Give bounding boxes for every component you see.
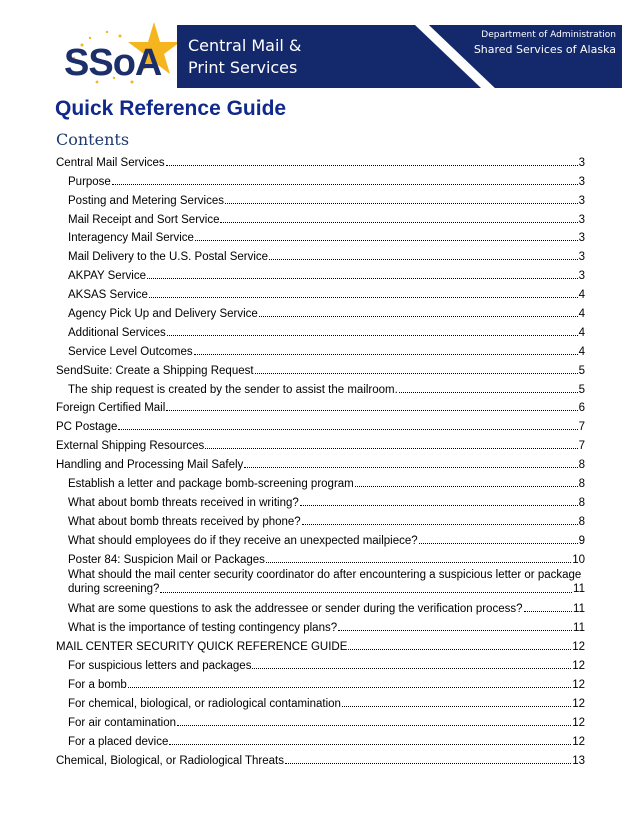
toc-entry-text: Posting and Metering Services	[68, 194, 224, 207]
toc-entry[interactable]	[56, 672, 585, 691]
header-banner	[177, 25, 622, 88]
toc-entry-text: Interagency Mail Service	[68, 232, 194, 245]
toc-entry-text: For a bomb	[68, 679, 127, 692]
toc-entry[interactable]	[56, 615, 585, 634]
toc-entry[interactable]	[56, 528, 585, 547]
toc-page-number: 7	[578, 440, 585, 453]
toc-entry[interactable]	[56, 414, 585, 433]
toc-entry-text: What is the importance of testing contingency plans?	[68, 622, 338, 635]
toc-entry[interactable]	[56, 566, 585, 597]
toc-page-number: 4	[578, 308, 585, 321]
toc-leader	[166, 165, 578, 166]
toc-entry-text: For air contamination	[68, 716, 177, 729]
toc-leader	[195, 240, 578, 241]
toc-entry-text-cont: during screening?	[68, 582, 160, 595]
toc-entry-text: For suspicious letters and packages	[68, 660, 252, 673]
toc-page-number: 6	[578, 402, 585, 415]
app-title-line1: Central Mail &	[188, 36, 302, 55]
logo-text: SSoA	[64, 42, 162, 84]
department-label	[474, 29, 616, 57]
toc-entry-text: Mail Receipt and Sort Service	[68, 213, 220, 226]
toc-entry-text: Central Mail Services	[56, 156, 165, 169]
app-title	[188, 35, 348, 79]
toc-page-number: 9	[578, 534, 585, 547]
table-of-contents	[56, 150, 585, 767]
toc-entry[interactable]	[56, 282, 585, 301]
toc-entry[interactable]	[56, 634, 585, 653]
toc-leader	[302, 524, 578, 525]
toc-page-number: 12	[572, 679, 585, 692]
toc-page-number: 12	[572, 660, 585, 673]
toc-entry[interactable]	[56, 263, 585, 282]
toc-entry[interactable]	[56, 207, 585, 226]
toc-leader	[399, 392, 578, 393]
toc-page-number: 12	[572, 735, 585, 748]
toc-leader	[259, 316, 578, 317]
toc-leader	[524, 611, 573, 612]
toc-page-number: 4	[578, 289, 585, 302]
toc-entry[interactable]	[56, 433, 585, 452]
toc-leader	[300, 505, 578, 506]
department-line2: Shared Services of Alaska	[473, 43, 616, 56]
toc-entry-text: AKPAY Service	[68, 270, 146, 283]
toc-entry[interactable]	[56, 729, 585, 748]
toc-leader	[147, 278, 578, 279]
toc-entry[interactable]	[56, 748, 585, 767]
toc-entry-text: What about bomb threats received in writing?	[68, 496, 299, 509]
toc-entry-continuation	[68, 582, 585, 596]
toc-page-number: 11	[573, 603, 585, 616]
toc-entry[interactable]	[56, 169, 585, 188]
toc-leader	[166, 410, 577, 411]
toc-page-number: 8	[578, 515, 585, 528]
toc-entry-text: What are some questions to ask the addressee or sender during the verification process?	[68, 603, 523, 616]
app-title-line2: Print Services	[188, 58, 298, 77]
toc-page-number: 3	[578, 175, 585, 188]
toc-page-number: 3	[578, 213, 585, 226]
toc-leader	[194, 354, 578, 355]
toc-entry[interactable]	[56, 710, 585, 729]
toc-page-number: 11	[573, 582, 585, 595]
toc-entry-text: SendSuite: Create a Shipping Request	[56, 364, 254, 377]
toc-leader	[167, 335, 578, 336]
toc-page-number: 3	[578, 194, 585, 207]
toc-entry[interactable]	[56, 150, 585, 169]
toc-entry[interactable]	[56, 377, 585, 396]
toc-leader	[419, 543, 578, 544]
toc-page-number: 8	[578, 496, 585, 509]
toc-entry-text: Handling and Processing Mail Safely	[56, 459, 244, 472]
toc-entry-text: Foreign Certified Mail	[56, 402, 166, 415]
page-header	[0, 0, 640, 95]
ssoa-logo	[62, 20, 177, 90]
toc-entry[interactable]	[56, 653, 585, 672]
contents-heading: Contents	[56, 130, 130, 149]
toc-leader	[160, 592, 572, 593]
toc-entry[interactable]	[56, 226, 585, 245]
toc-entry[interactable]	[56, 471, 585, 490]
toc-entry[interactable]	[56, 691, 585, 710]
toc-entry[interactable]	[56, 301, 585, 320]
toc-leader	[149, 297, 578, 298]
toc-entry[interactable]	[56, 320, 585, 339]
toc-entry-text: What should employees do if they receive an unexpected mailpiece?	[68, 534, 418, 547]
toc-page-number: 7	[578, 421, 585, 434]
toc-leader	[205, 448, 577, 449]
toc-page-number: 8	[578, 478, 585, 491]
toc-entry[interactable]	[56, 547, 585, 566]
toc-entry-text: Establish a letter and package bomb-screening program	[68, 478, 354, 491]
toc-leader	[112, 184, 578, 185]
toc-leader	[118, 429, 577, 430]
toc-page-number: 3	[578, 156, 585, 169]
toc-page-number: 12	[572, 641, 585, 654]
toc-entry-text: Chemical, Biological, or Radiological Threats	[56, 754, 284, 767]
toc-entry-text: Poster 84: Suspicion Mail or Packages	[68, 553, 265, 566]
document-title: Quick Reference Guide	[55, 97, 287, 120]
toc-entry-text: What should the mail center security coordinator do after encountering a suspicious letter or package	[68, 568, 582, 581]
toc-page-number: 13	[572, 754, 585, 767]
toc-page-number: 5	[578, 383, 585, 396]
toc-leader	[225, 203, 578, 204]
toc-entry-text: MAIL CENTER SECURITY QUICK REFERENCE GUIDE	[56, 641, 348, 654]
toc-entry-text: External Shipping Resources	[56, 440, 205, 453]
toc-entry[interactable]	[56, 244, 585, 263]
toc-page-number: 3	[578, 270, 585, 283]
toc-page-number: 3	[578, 232, 585, 245]
toc-leader	[355, 486, 578, 487]
toc-leader	[220, 222, 577, 223]
toc-leader	[269, 259, 578, 260]
toc-leader	[252, 668, 571, 669]
toc-leader	[285, 763, 571, 764]
toc-leader	[255, 373, 578, 374]
toc-entry[interactable]	[56, 452, 585, 471]
toc-page-number: 12	[572, 716, 585, 729]
department-line1: Department of Administration	[481, 30, 616, 40]
toc-entry-text: Additional Services	[68, 326, 166, 339]
toc-entry[interactable]	[56, 358, 585, 377]
toc-leader	[169, 744, 571, 745]
toc-leader	[177, 725, 571, 726]
toc-entry-text: Mail Delivery to the U.S. Postal Service	[68, 251, 269, 264]
toc-entry[interactable]	[56, 396, 585, 415]
toc-entry-text: Purpose	[68, 175, 111, 188]
toc-entry-text: What about bomb threats received by phone?	[68, 515, 301, 528]
toc-entry[interactable]	[56, 509, 585, 528]
toc-entry-text: PC Postage	[56, 421, 118, 434]
toc-leader	[348, 649, 571, 650]
toc-entry[interactable]	[56, 339, 585, 358]
toc-entry-text: The ship request is created by the sender to assist the mailroom.	[68, 383, 398, 396]
toc-leader	[342, 706, 571, 707]
toc-leader	[128, 687, 571, 688]
toc-page-number: 4	[578, 345, 585, 358]
toc-entry-text: Agency Pick Up and Delivery Service	[68, 308, 258, 321]
toc-page-number: 3	[578, 251, 585, 264]
toc-entry[interactable]	[56, 490, 585, 509]
toc-leader	[244, 467, 577, 468]
toc-leader	[338, 630, 572, 631]
toc-leader	[266, 562, 571, 563]
toc-page-number: 11	[573, 622, 585, 635]
toc-page-number: 12	[572, 697, 585, 710]
toc-entry-text: For chemical, biological, or radiological contamination	[68, 697, 341, 710]
toc-entry-text: AKSAS Service	[68, 289, 148, 302]
toc-entry-text: Service Level Outcomes	[68, 345, 193, 358]
toc-page-number: 8	[578, 459, 585, 472]
toc-page-number: 5	[578, 364, 585, 377]
toc-entry-text: For a placed device	[68, 735, 169, 748]
toc-entry[interactable]	[56, 597, 585, 616]
toc-page-number: 10	[572, 553, 585, 566]
toc-page-number: 4	[578, 326, 585, 339]
toc-entry[interactable]	[56, 188, 585, 207]
